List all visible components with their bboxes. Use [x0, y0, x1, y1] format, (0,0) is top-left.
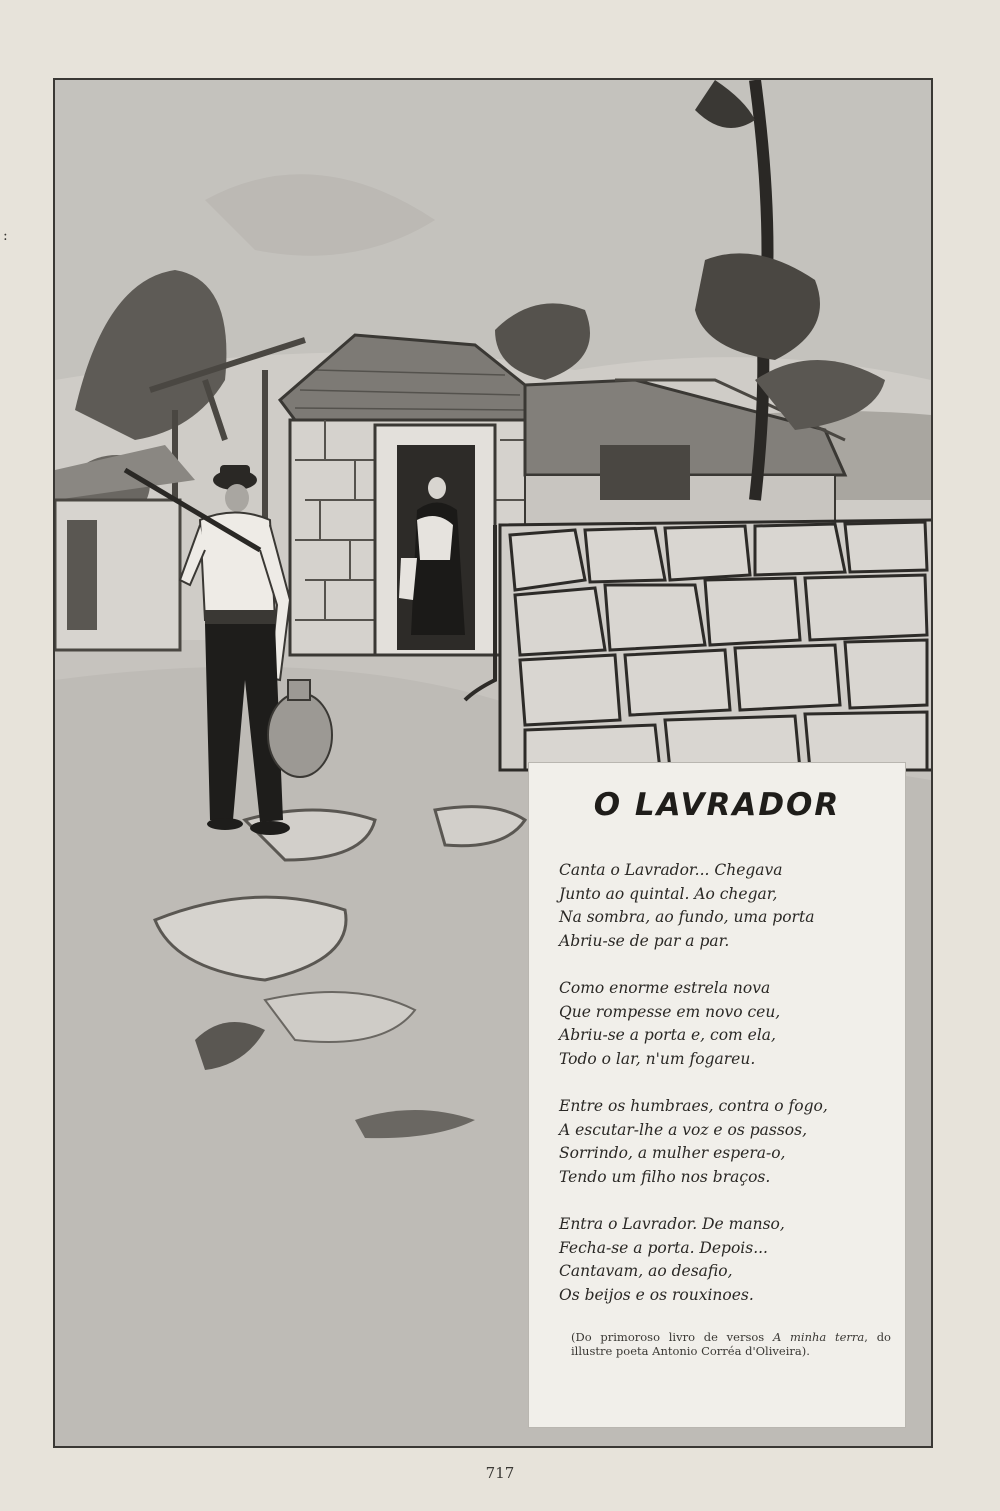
stanza	[559, 859, 889, 953]
poem-line: Junto ao quintal. Ao chegar,	[559, 884, 778, 903]
poem-line: Na sombra, ao fundo, uma porta	[559, 908, 815, 926]
poem-line: Canta o Lavrador... Chegava	[559, 861, 783, 879]
stanza	[559, 1095, 889, 1189]
attribution-suffix: , do illustre poeta Antonio Corréa d'Oliveira).	[571, 1330, 891, 1358]
poem-stanzas	[559, 859, 889, 1331]
poem-line: Entre os humbraes, contra o fogo,	[559, 1097, 828, 1115]
poem-line: Os beijos e os rouxinoes.	[559, 1285, 754, 1304]
poem-line: Como enorme estrela nova	[559, 979, 771, 997]
poem-line: Que rompesse em novo ceu,	[559, 1002, 781, 1021]
poem-line: Abriu-se de par a par.	[559, 931, 730, 950]
poem-line: Todo o lar, n'um fogareu.	[559, 1049, 756, 1068]
stanza	[559, 1213, 889, 1307]
poem-line: Fecha-se a porta. Depois...	[559, 1238, 768, 1257]
poem-line: Entra o Lavrador. De manso,	[559, 1215, 785, 1233]
poem-line: Tendo um filho nos braços.	[559, 1167, 771, 1186]
attribution-note	[571, 1331, 891, 1358]
illustration-frame	[53, 78, 933, 1448]
poem-box	[529, 763, 905, 1427]
poem-line: Cantavam, ao desafio,	[559, 1262, 733, 1280]
stanza	[559, 977, 889, 1071]
margin-mark: :	[3, 228, 8, 244]
poem-line: Abriu-se a porta e, com ela,	[559, 1026, 776, 1044]
poem-line: Sorrindo, a mulher espera-o,	[559, 1144, 786, 1162]
attribution-book-title: A minha terra	[772, 1330, 865, 1344]
poem-title: O LAVRADOR	[593, 787, 841, 823]
poem-line: A escutar-lhe a voz e os passos,	[559, 1120, 808, 1139]
attribution-prefix: (Do primoroso livro de versos	[571, 1330, 773, 1344]
page-number: 717	[485, 1464, 515, 1482]
